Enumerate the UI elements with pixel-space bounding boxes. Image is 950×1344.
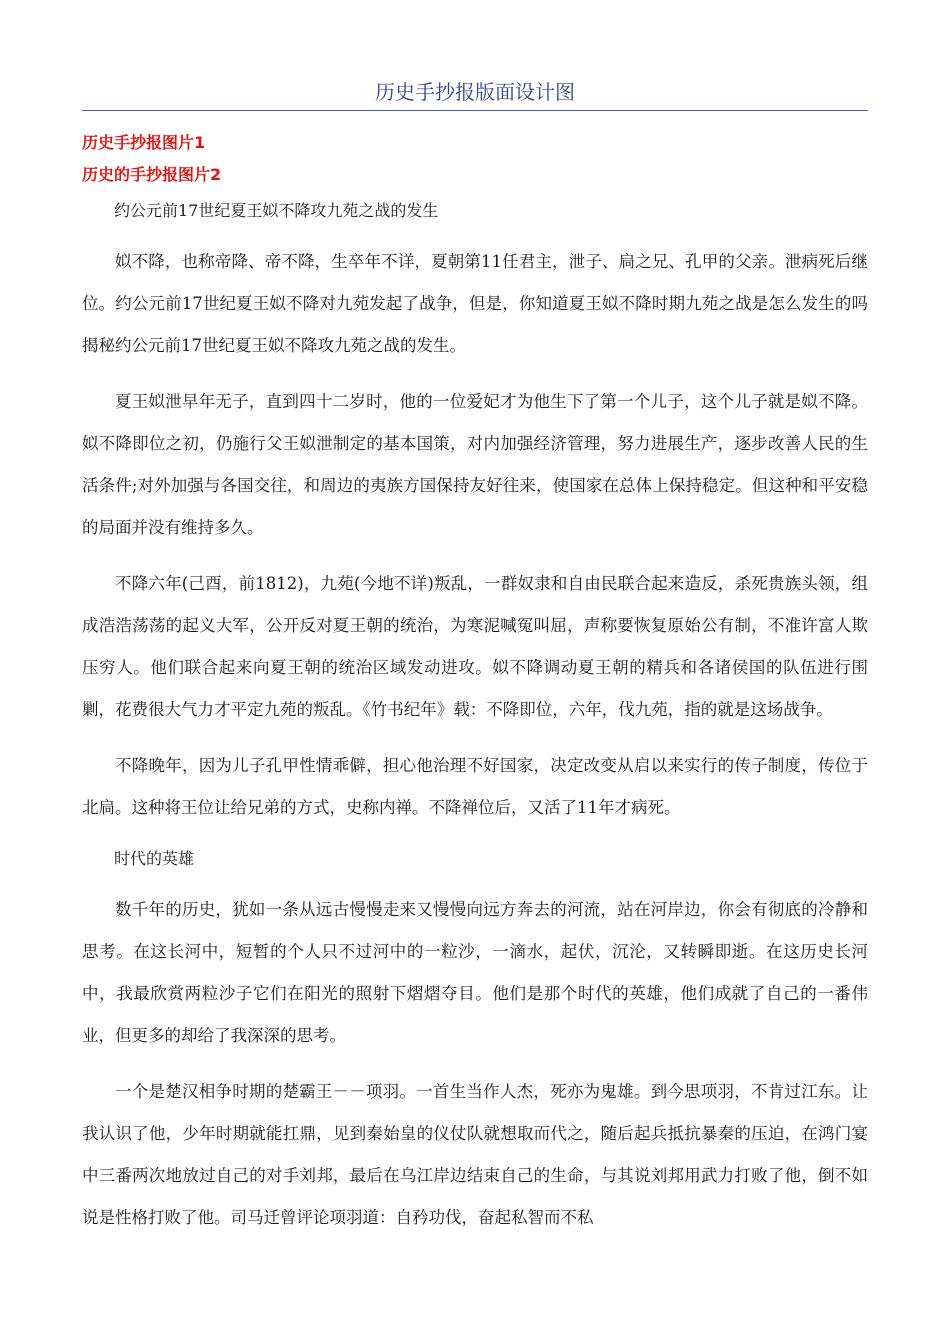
paragraph: 不降晚年，因为儿子孔甲性情乖僻，担心他治理不好国家，决定改变从启以来实行的传子制度，传位于北扃。这种将王位让给兄弟的方式，史称内禅。不降禅位后，又活了11年才病死。 [82,756,868,817]
image-link-1[interactable]: 历史手抄报图片1 [82,133,206,152]
paragraph: 不降六年(己酉，前1812)，九苑(今地不详)叛乱，一群奴隶和自由民联合起来造反，杀死贵族头领，组成浩浩荡荡的起义大军，公开反对夏王朝的统治，为寒泥喊冤叫屈，声称要恢复原始公有制，不准许富人欺压穷人。他们联合起来向夏王朝的统治区域发动进攻。姒不降调动夏王朝的精兵和各诸侯国的队伍进行围剿，花费很大气力才平定九苑的叛乱。《竹书纪年》载：不降即位，六年，伐九苑，指的就是这场战争。 [82,574,868,719]
image-link-2[interactable]: 历史的手抄报图片2 [82,165,222,184]
paragraph: 夏王姒泄早年无子，直到四十二岁时，他的一位爱妃才为他生下了第一个儿子，这个儿子就是姒不降。姒不降即位之初，仍施行父王姒泄制定的基本国策，对内加强经济管理，努力进展生产，逐步改善人民的生活条件;对外加强与各国交往，和周边的夷族方国保持友好往来，使国家在总体上保持稳定。但这种和平安稳的局面并没有维持多久。 [82,392,868,537]
section-heading-xia-war: 约公元前17世纪夏王姒不降攻九苑之战的发生 [114,201,439,220]
page-title: 历史手抄报版面设计图 [375,80,575,104]
paragraph: 数千年的历史，犹如一条从远古慢慢走来又慢慢向远方奔去的河流，站在河岸边，你会有彻底的冷静和思考。在这长河中，短暂的个人只不过河中的一粒沙，一滴水，起伏，沉沦，又转瞬即逝。在这历史长河中，我最欣赏两粒沙子它们在阳光的照射下熠熠夺目。他们是那个时代的英雄，他们成就了自己的一番伟业，但更多的却给了我深深的思考。 [82,900,868,1045]
section-heading-heroes: 时代的英雄 [114,849,195,868]
header-divider [82,110,868,111]
paragraph: 姒不降，也称帝降、帝不降，生卒年不详，夏朝第11任君主，泄子、扃之兄、孔甲的父亲。泄病死后继位。约公元前17世纪夏王姒不降对九苑发起了战争，但是，你知道夏王姒不降时期九苑之战是怎么发生的吗揭秘约公元前17世纪夏王姒不降攻九苑之战的发生。 [82,252,868,355]
document-page [82,78,868,1253]
paragraph: 一个是楚汉相争时期的楚霸王－－项羽。一首生当作人杰，死亦为鬼雄。到今思项羽，不肯过江东。让我认识了他，少年时期就能扛鼎，见到秦始皇的仪仗队就想取而代之，随后起兵抵抗暴秦的压迫，在鸿门宴中三番两次地放过自己的对手刘邦，最后在乌江岸边结束自己的生命，与其说刘邦用武力打败了他，倒不如说是性格打败了他。司马迁曾评论项羽道：自矜功伐，奋起私智而不私 [82,1082,868,1227]
